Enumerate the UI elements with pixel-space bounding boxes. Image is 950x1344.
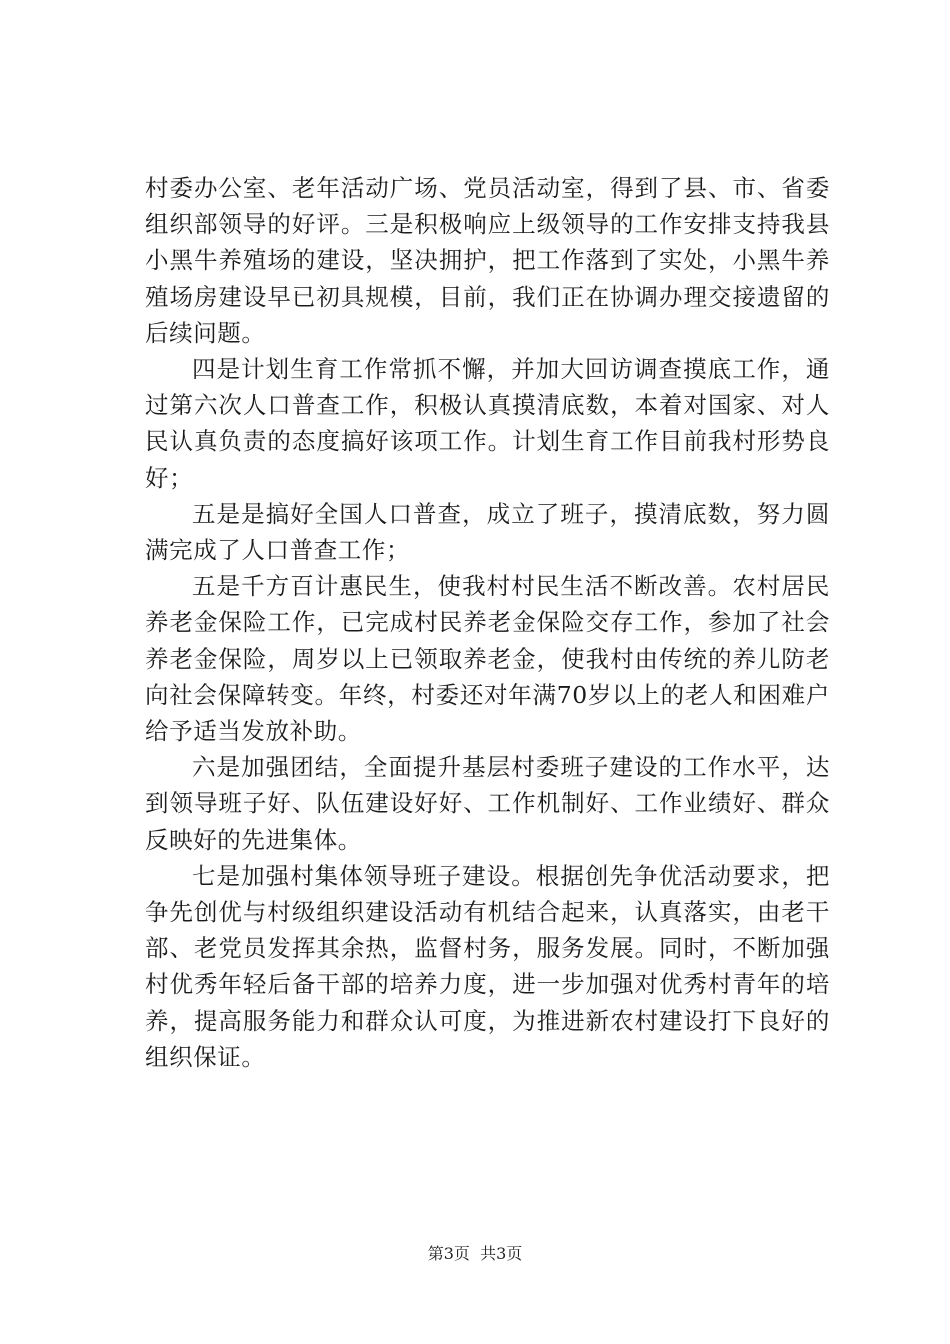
document-body <box>145 170 830 1075</box>
paragraph-leadership: 七是加强村集体领导班子建设。根据创先争优活动要求，把争先创优与村级组织建设活动有机结合起来，认真落实，由老干部、老党员发挥其余热，监督村务，服务发展。同时，不断加强村优秀年轻后备干部的培养力度，进一步加强对优秀村青年的培养，提高服务能力和群众认可度，为推进新农村建设打下良好的组织保证。 <box>145 861 830 1071</box>
paragraph-livelihood: 五是千方百计惠民生，使我村村民生活不断改善。农村居民养老金保险工作，已完成村民养老金保险交存工作，参加了社会养老金保险，周岁以上已领取养老金，使我村由传统的养儿防老向社会保障转变。年终，村委还对年满70岁以上的老人和困难户给予适当发放补助。 <box>145 572 830 746</box>
paragraph-unity: 六是加强团结，全面提升基层村委班子建设的工作水平，达到领导班子好、队伍建设好好、工作机制好、工作业绩好、群众反映好的先进集体。 <box>145 753 830 854</box>
page-footer <box>0 1244 950 1264</box>
page-number: 第3页 共3页 <box>427 1244 523 1263</box>
paragraph-continuation: 村委办公室、老年活动广场、党员活动室，得到了县、市、省委组织部领导的好评。三是积极响应上级领导的工作安排支持我县小黑牛养殖场的建设，坚决拥护，把工作落到了实处，小黑牛养殖场房建设早已初具规模，目前，我们正在协调办理交接遗留的后续问题。 <box>145 174 830 347</box>
paragraph-census: 五是是搞好全国人口普查，成立了班子，摸清底数，努力圆满完成了人口普查工作； <box>145 499 830 565</box>
paragraph-family-planning: 四是计划生育工作常抓不懈，并加大回访调查摸底工作，通过第六次人口普查工作，积极认真摸清底数，本着对国家、对人民认真负责的态度搞好该项工作。计划生育工作目前我村形势良好； <box>145 355 830 492</box>
